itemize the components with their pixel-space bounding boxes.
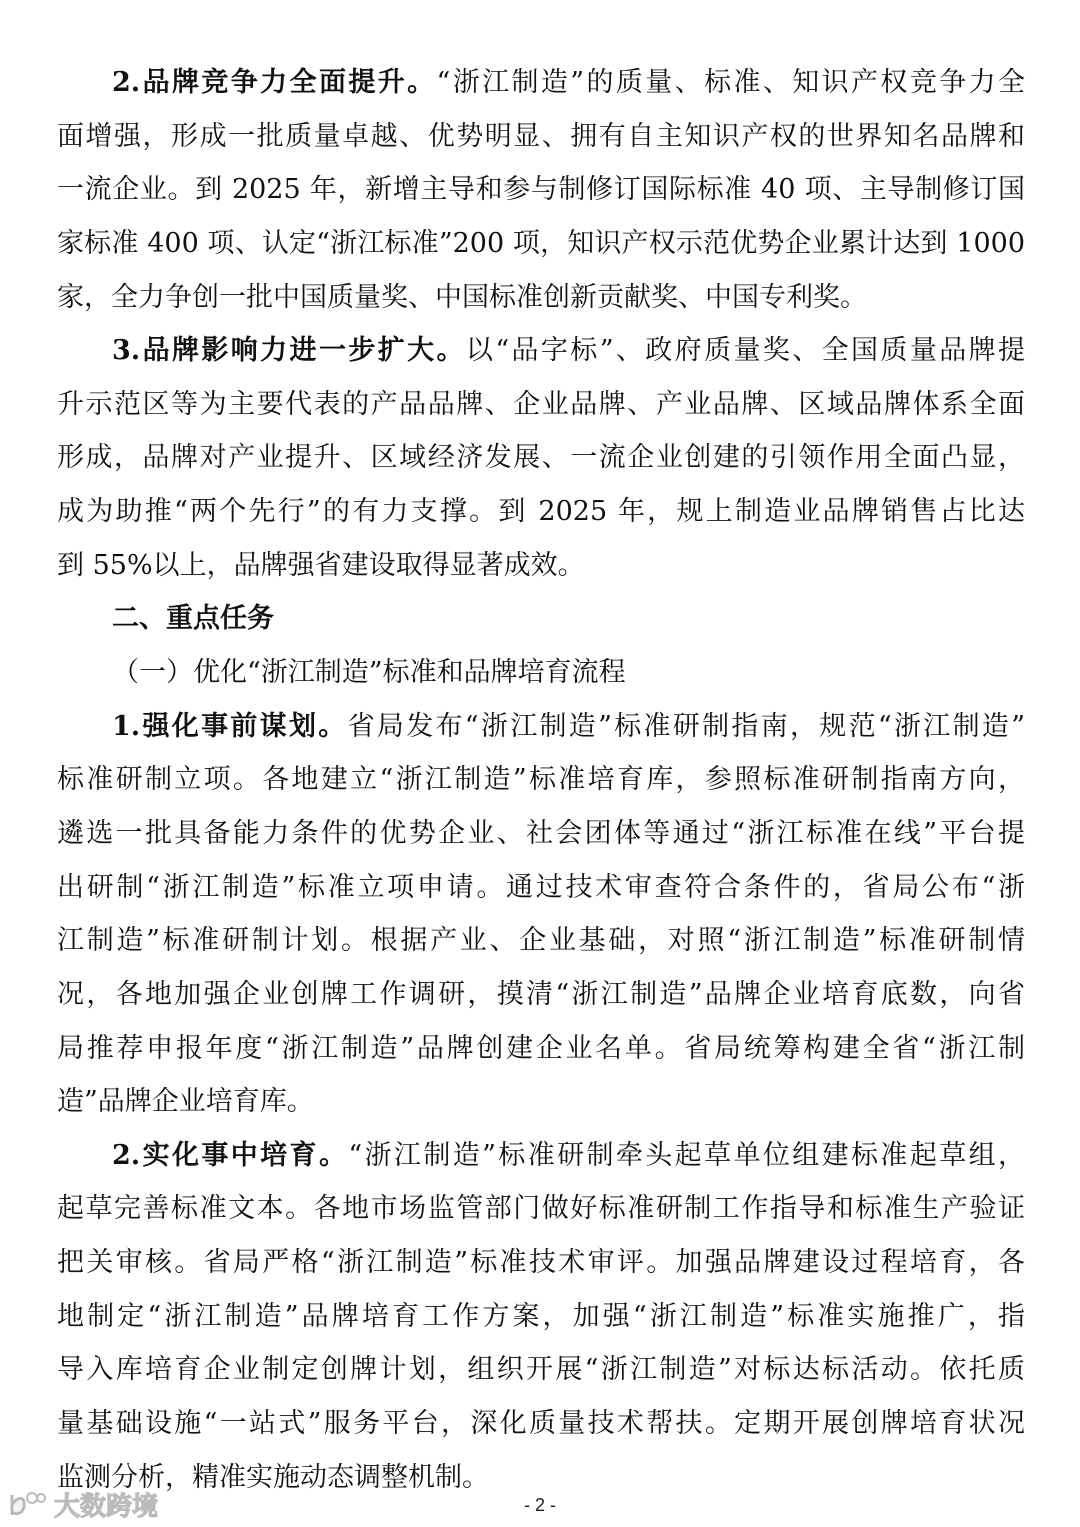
document-page [57, 56, 1025, 1504]
paragraph-mid-cultivation [57, 1129, 1025, 1504]
paragraph-pre-planning [57, 700, 1025, 1129]
line-text: 形成，品牌对产业提升、区域经济发展、一流企业创建的引领作用全面凸显， [57, 442, 1025, 474]
line-text: 江制造”标准研制计划。根据产业、企业基础，对照“浙江制造”标准研制情 [57, 925, 1025, 957]
line-text: 量基础设施“一站式”服务平台，深化质量技术帮扶。定期开展创牌培育状况 [57, 1408, 1025, 1440]
line-text: 家，全力争创一批中国质量奖、中国标准创新贡献奖、中国专利奖。 [57, 281, 867, 313]
text-line [57, 1290, 1025, 1344]
line-text: 家标准 400 项、认定“浙江标准”200 项，知识产权示范优势企业累计达到 1000 [57, 227, 1025, 259]
paragraph-lead: 3.品牌影响力进一步扩大。 [112, 335, 466, 367]
line-text: 标准研制立项。各地建立“浙江制造”标准培育库，参照标准研制指南方向， [57, 764, 1025, 796]
text-line [57, 110, 1025, 164]
text-line [57, 1022, 1025, 1076]
line-text: 到 55%以上，品牌强省建设取得显著成效。 [57, 549, 585, 581]
text-line [57, 217, 1025, 271]
text-line [57, 1343, 1025, 1397]
text-line [57, 753, 1025, 807]
text-line [57, 968, 1025, 1022]
line-text: 省局发布“浙江制造”标准研制指南，规范“浙江制造” [347, 710, 1025, 742]
line-text: 遴选一批具备能力条件的优势企业、社会团体等通过“浙江标准在线”平台提 [57, 817, 1025, 849]
text-line [57, 431, 1025, 485]
line-text: 出研制“浙江制造”标准立项申请。通过技术审查符合条件的，省局公布“浙 [57, 871, 1025, 903]
subsection-heading: （一）优化“浙江制造”标准和品牌培育流程 [112, 657, 626, 689]
text-line [57, 378, 1025, 432]
line-text: 造”品牌企业培育库。 [57, 1086, 314, 1118]
text-line [57, 861, 1025, 915]
text-line [57, 56, 1025, 110]
text-line [57, 914, 1025, 968]
line-text: 以“品字标”、政府质量奖、全国质量品牌提 [465, 335, 1025, 367]
line-text: “浙江制造”标准研制牵头起草单位组建标准起草组， [348, 1139, 1025, 1171]
line-text: 面增强，形成一批质量卓越、优势明显、拥有自主知识产权的世界知名品牌和 [57, 120, 1025, 152]
text-line [57, 700, 1025, 754]
page-number: - 2 - [523, 1495, 556, 1515]
text-line [57, 485, 1025, 539]
paragraph-brand-influence [57, 324, 1025, 592]
line-text: 况，各地加强企业创牌工作调研，摸清“浙江制造”品牌企业培育底数，向省 [57, 978, 1025, 1010]
line-text: 起草完善标准文本。各地市场监管部门做好标准研制工作指导和标准生产验证 [57, 1193, 1025, 1225]
line-text: 升示范区等为主要代表的产品品牌、企业品牌、产业品牌、区域品牌体系全面 [57, 388, 1025, 420]
line-text: 地制定“浙江制造”品牌培育工作方案，加强“浙江制造”标准实施推广，指 [57, 1300, 1025, 1332]
line-text: 局推荐申报年度“浙江制造”品牌创建企业名单。省局统筹构建全省“浙江制 [57, 1032, 1025, 1064]
text-line [57, 1397, 1025, 1451]
line-text: 成为助推“两个先行”的有力支撑。到 2025 年，规上制造业品牌销售占比达 [57, 496, 1025, 528]
paragraph-brand-competitiveness [57, 56, 1025, 324]
watermark-text: 大数跨境 [54, 1492, 159, 1522]
paragraph-lead: 2.实化事中培育。 [112, 1139, 349, 1171]
text-line [57, 271, 1025, 325]
line-text: 监测分析，精准实施动态调整机制。 [57, 1461, 489, 1493]
line-text: 导入库培育企业制定创牌计划，组织开展“浙江制造”对标达标活动。依托质 [57, 1354, 1025, 1386]
paragraph-lead: 2.品牌竞争力全面提升。 [112, 67, 437, 98]
text-line [57, 163, 1025, 217]
line-text: 一流企业。到 2025 年，新增主导和参与制修订国际标准 40 项、主导制修订国 [57, 174, 1025, 206]
line-text: “浙江制造”的质量、标准、知识产权竞争力全 [436, 67, 1025, 98]
paragraph-lead: 1.强化事前谋划。 [112, 710, 348, 742]
text-line [57, 1182, 1025, 1236]
text-line [57, 1236, 1025, 1290]
text-line [57, 1075, 1025, 1129]
section-heading: 二、重点任务 [112, 603, 274, 635]
text-line [57, 1129, 1025, 1183]
line-text: 把关审核。省局严格“浙江制造”标准技术审评。加强品牌建设过程培育，各 [57, 1247, 1025, 1279]
text-line [57, 539, 1025, 593]
text-line [57, 807, 1025, 861]
text-line [57, 324, 1025, 378]
